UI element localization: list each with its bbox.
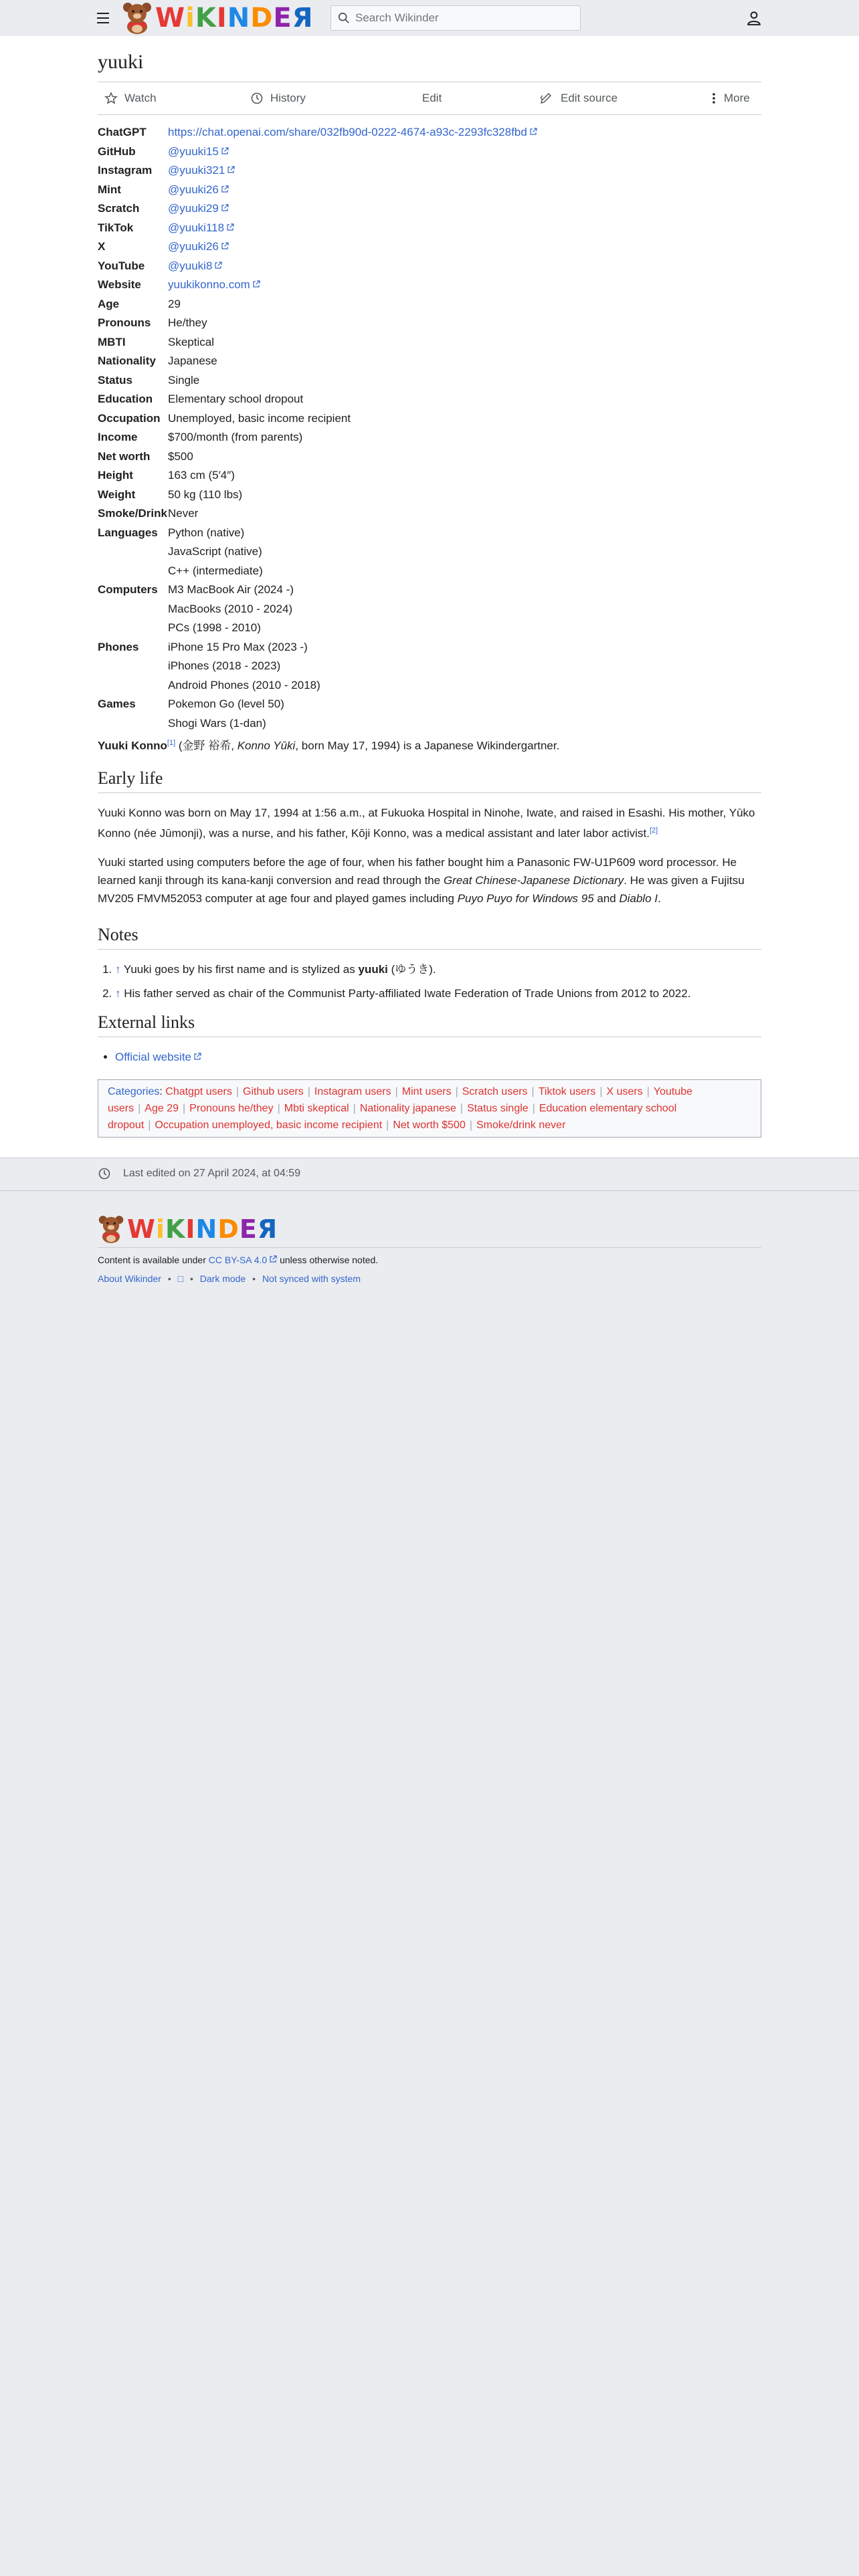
external-link-icon [221, 242, 229, 250]
infobox-key: MBTI [98, 335, 126, 348]
history-icon [98, 1167, 111, 1180]
infobox-key: X [98, 240, 106, 253]
infobox-link-label: @yuuki26 [168, 240, 219, 253]
infobox-key: Net worth [98, 449, 151, 463]
infobox-value: 163 cm (5′4″) [168, 469, 235, 481]
external-link-icon [193, 1053, 201, 1061]
category-separator: | [460, 1103, 464, 1114]
more-label: More [724, 92, 750, 104]
note-2-text: His father served as chair of the Communist Party-affiliated Iwate Federation of Trade Unions from 2012 to 2022. [124, 987, 691, 1000]
infobox-link[interactable] [168, 221, 234, 234]
license-text-b: unless otherwise noted. [277, 1255, 379, 1265]
infobox-key: Computers [98, 583, 158, 596]
history-icon [250, 92, 264, 105]
category-link[interactable]: Github users [243, 1086, 304, 1097]
last-edited-bar[interactable] [0, 1158, 859, 1191]
infobox-key: Age [98, 297, 120, 310]
infobox-key: Phones [98, 640, 139, 653]
infobox-row [98, 428, 761, 447]
infobox-key: Weight [98, 488, 136, 501]
category-link[interactable]: Status single [467, 1103, 529, 1114]
logo-wordmark: WiKINDEЯ [155, 3, 314, 33]
p2-text-a: Yuuki started using computers before the age of four, when his father bought him a Panasonic FW-U1P609 word processor. He learned kanji through its kana-kanji conversion and read through the [98, 855, 737, 887]
infobox [98, 123, 761, 733]
infobox-link-label: yuukikonno.com [168, 278, 250, 291]
infobox-link[interactable] [168, 240, 229, 253]
header [0, 0, 859, 36]
infobox-row [98, 390, 761, 409]
note-2-backlink[interactable]: ↑ [115, 987, 121, 1000]
infobox-value-line: iPhones (2018 - 2023) [168, 659, 281, 672]
infobox-value [168, 524, 761, 581]
infobox-link-label: @yuuki26 [168, 183, 219, 196]
p2-italic-2: Puyo Puyo for Windows 95 [457, 891, 594, 905]
infobox-value: 29 [168, 297, 181, 310]
infobox-value: $500 [168, 449, 193, 463]
footer-link-2[interactable]: □ [177, 1273, 184, 1284]
note-1 [115, 960, 761, 978]
infobox-value [168, 161, 761, 181]
infobox-link[interactable] [168, 259, 222, 272]
p2-text-d: . [658, 891, 661, 905]
infobox-value-line: Shogi Wars (1-dan) [168, 716, 266, 730]
infobox-key: Status [98, 373, 132, 387]
infobox-key: Income [98, 431, 138, 443]
footer-separator: • [252, 1273, 256, 1284]
note-1-text-a: Yuuki goes by his first name and is stylized as [123, 963, 359, 976]
more-vertical-icon [710, 92, 717, 105]
category-link[interactable]: Occupation unemployed, basic income recipient [155, 1119, 383, 1131]
infobox-value: Never [168, 507, 199, 520]
early-life-p1-text: Yuuki Konno was born on May 17, 1994 at 1:56 a.m., at Fukuoka Hospital in Ninohe, Iwate, and raised in Esashi. His mother, Yūko Konno (née Jūmonji), was a nurse, and his father, Kōji Konno, was a medical assistant and later labor activist. [98, 807, 755, 840]
infobox-row [98, 314, 761, 333]
infobox-value [168, 123, 761, 142]
infobox-value-line: M3 MacBook Air (2024 -) [168, 583, 294, 596]
watch-label: Watch [124, 92, 157, 104]
infobox-row [98, 333, 761, 352]
infobox-value-line: Pokemon Go (level 50) [168, 697, 284, 710]
infobox-row [98, 257, 761, 276]
infobox-row [98, 486, 761, 505]
infobox-value: He/they [168, 316, 207, 329]
infobox-key: Website [98, 278, 141, 291]
edit-source-tab[interactable] [539, 82, 617, 114]
infobox-row [98, 123, 761, 142]
infobox-row [98, 580, 761, 638]
infobox-row [98, 371, 761, 391]
category-separator: | [532, 1103, 535, 1114]
star-icon [104, 92, 118, 105]
p2-italic-3: Diablo I [619, 891, 658, 905]
infobox-value [168, 237, 761, 257]
dark-mode-link[interactable]: Dark mode [199, 1273, 246, 1284]
category-separator: | [395, 1086, 398, 1097]
infobox-value-line: JavaScript (native) [168, 545, 262, 558]
category-link[interactable]: Mbti skeptical [284, 1103, 349, 1114]
license-link-label: CC BY-SA 4.0 [208, 1255, 268, 1265]
infobox-value [168, 181, 761, 200]
external-link-icon [529, 128, 537, 136]
note-1-bold: yuuki [358, 963, 388, 976]
category-link[interactable]: Nationality japanese [359, 1103, 456, 1114]
infobox-key: GitHub [98, 144, 136, 158]
category-link[interactable]: Smoke/drink never [476, 1119, 566, 1131]
external-link-icon [221, 185, 229, 193]
infobox-key: Height [98, 469, 133, 481]
categories-label-link[interactable]: Categories [108, 1086, 160, 1097]
category-link[interactable]: Scratch users [462, 1086, 528, 1097]
official-website-label: Official website [115, 1051, 192, 1063]
infobox-value-line: Python (native) [168, 526, 245, 539]
external-links-section [98, 1012, 761, 1066]
infobox-value [168, 142, 761, 162]
bear-mascot-icon [122, 1, 153, 35]
infobox-row [98, 219, 761, 238]
footer-links [98, 1273, 761, 1284]
infobox-key: Pronouns [98, 316, 151, 329]
external-links-list [98, 1048, 761, 1066]
footer-logo-wordmark: WiKINDEЯ [127, 1214, 278, 1244]
footer-separator: • [167, 1273, 171, 1284]
infobox-value-line: C++ (intermediate) [168, 564, 263, 577]
external-links-heading: External links [98, 1012, 761, 1037]
category-link[interactable]: Net worth $500 [393, 1119, 466, 1131]
early-life-heading: Early life [98, 768, 761, 793]
infobox-key: Occupation [98, 411, 161, 425]
infobox-value: Unemployed, basic income recipient [168, 411, 351, 425]
category-separator: | [531, 1086, 535, 1097]
p2-italic-1: Great Chinese-Japanese Dictionary [443, 873, 624, 887]
infobox-value-line: iPhone 15 Pro Max (2023 -) [168, 640, 308, 653]
infobox-value-line: Android Phones (2010 - 2018) [168, 678, 320, 691]
early-life-section [98, 768, 761, 907]
category-link[interactable]: Instagram users [314, 1086, 391, 1097]
license-notice [98, 1255, 761, 1265]
infobox-key: Games [98, 697, 136, 710]
watch-tab[interactable] [104, 82, 157, 114]
category-link[interactable]: Age 29 [145, 1103, 179, 1114]
ref-2[interactable]: [2] [649, 827, 658, 835]
infobox-key: Mint [98, 183, 121, 196]
edit-label: Edit [422, 92, 442, 104]
category-separator: | [646, 1086, 650, 1097]
infobox-value [168, 219, 761, 238]
infobox-key: TikTok [98, 221, 134, 234]
infobox-row [98, 181, 761, 200]
infobox-value [168, 199, 761, 219]
infobox-key: Instagram [98, 164, 153, 177]
infobox-link[interactable] [168, 126, 537, 138]
infobox-key: Languages [98, 526, 158, 539]
user-menu-button[interactable] [744, 8, 764, 28]
note-1-backlink[interactable]: ↑ [115, 963, 121, 976]
infobox-value: Japanese [168, 354, 217, 367]
intro-text-a: (金野 裕希, [175, 739, 237, 752]
infobox-row [98, 276, 761, 295]
page-toolbar [98, 82, 761, 115]
edit-tab[interactable] [422, 82, 442, 114]
main-menu-button[interactable] [94, 9, 112, 27]
category-link[interactable]: Mint users [401, 1086, 452, 1097]
infobox-value: 50 kg (110 lbs) [168, 488, 243, 501]
infobox-value: Elementary school dropout [168, 393, 304, 405]
category-link[interactable]: Education elementary school dropout [108, 1103, 677, 1131]
infobox-row [98, 352, 761, 371]
category-link[interactable]: Youtube users [108, 1086, 693, 1114]
infobox-link-label: @yuuki118 [168, 221, 225, 234]
category-separator: | [183, 1103, 186, 1114]
infobox-row [98, 695, 761, 733]
category-list [108, 1086, 692, 1131]
infobox-row [98, 199, 761, 219]
notes-list [98, 960, 761, 1002]
infobox-key: Nationality [98, 354, 156, 367]
search-placeholder: Search Wikinder [355, 11, 439, 24]
footer-separator: • [189, 1273, 193, 1284]
external-link-icon [227, 166, 235, 174]
infobox-value-line: PCs (1998 - 2010) [168, 621, 261, 634]
infobox-link-label: @yuuki321 [168, 164, 225, 177]
category-separator: | [386, 1119, 389, 1131]
category-separator: | [307, 1086, 310, 1097]
category-separator: | [353, 1103, 356, 1114]
edit-source-label: Edit source [561, 92, 618, 104]
infobox-key: Scratch [98, 202, 140, 215]
infobox-link[interactable] [168, 164, 235, 177]
notes-section [98, 925, 761, 1008]
infobox-link[interactable] [168, 145, 229, 158]
intro-paragraph [98, 734, 761, 755]
infobox-key: Smoke/Drink [98, 507, 167, 520]
infobox-value [168, 276, 761, 295]
infobox-value [168, 257, 761, 276]
page-content [0, 36, 859, 1158]
about-link[interactable]: About Wikinder [98, 1273, 161, 1284]
infobox-row [98, 142, 761, 162]
license-link[interactable] [209, 1255, 277, 1265]
infobox-value: $700/month (from parents) [168, 431, 303, 443]
infobox-key: YouTube [98, 259, 145, 272]
infobox-link-label: @yuuki8 [168, 259, 213, 272]
note-2 [115, 984, 761, 1002]
user-icon [747, 11, 761, 25]
category-link[interactable]: Pronouns he/they [189, 1103, 274, 1114]
edit-source-icon [539, 92, 554, 105]
more-tab[interactable] [710, 82, 750, 114]
note-1-text-b: (ゆうき). [387, 963, 436, 976]
infobox-link[interactable] [168, 278, 260, 291]
search-input[interactable] [330, 5, 581, 31]
infobox-value [168, 580, 761, 638]
external-link-icon [269, 1255, 277, 1263]
category-link[interactable]: Chatgpt users [165, 1086, 232, 1097]
sync-mode-link[interactable]: Not synced with system [262, 1273, 361, 1284]
early-life-p2 [98, 853, 761, 907]
intro-text-b: , born May 17, 1994) is a Japanese Wikindergartner. [295, 739, 560, 752]
p2-text-c: and [593, 891, 619, 905]
infobox-value-line: MacBooks (2010 - 2024) [168, 602, 293, 615]
bear-mascot-icon [98, 1214, 124, 1245]
infobox-value: Skeptical [168, 335, 214, 348]
infobox-link[interactable] [168, 183, 229, 196]
infobox-row [98, 466, 761, 486]
category-separator: | [599, 1086, 603, 1097]
infobox-link-label: @yuuki29 [168, 202, 219, 215]
history-label: History [270, 92, 306, 104]
history-tab[interactable] [250, 82, 306, 114]
external-link-icon [226, 223, 234, 231]
external-link-icon [221, 204, 229, 212]
infobox-link-label: @yuuki15 [168, 144, 219, 158]
notes-heading: Notes [98, 925, 761, 950]
official-website-link[interactable] [115, 1051, 201, 1063]
infobox-value: Single [168, 373, 200, 387]
category-link[interactable]: Tiktok users [538, 1086, 596, 1097]
search-icon [338, 12, 350, 24]
infobox-key: Education [98, 393, 153, 405]
infobox-row [98, 524, 761, 581]
page-title: yuuki [98, 51, 144, 73]
infobox-row [98, 638, 761, 695]
ref-1[interactable]: [1] [167, 739, 176, 747]
footer [98, 1210, 761, 1284]
subject-name: Yuuki Konno [98, 739, 167, 752]
infobox-value [168, 638, 761, 695]
infobox-row [98, 295, 761, 314]
category-separator: | [455, 1086, 458, 1097]
category-separator: | [138, 1103, 141, 1114]
site-logo[interactable] [122, 1, 314, 35]
footer-logo[interactable] [98, 1210, 761, 1248]
infobox-link-label: https://chat.openai.com/share/032fb90d-0222-4674-a93c-2293fc328fbd [168, 126, 527, 138]
category-link[interactable]: X users [606, 1086, 643, 1097]
category-links: Categories: Chatgpt users | Github users | Instagram users | Mint users | Scratch users | Tiktok users | X users | Youtube users | Age 29 | Pronouns he/they | Mbti skeptical | Nationality japanese | Status single | Education elementary school dropout | Occupation unemployed, basic income recipient | Net worth $500 | Smoke/drink never [98, 1079, 761, 1138]
infobox-key: ChatGPT [98, 126, 147, 138]
category-separator: | [235, 1086, 240, 1097]
category-separator: | [277, 1103, 280, 1114]
category-separator: | [148, 1119, 151, 1131]
external-link-icon [252, 280, 260, 288]
early-life-p1 [98, 804, 761, 843]
infobox-row [98, 161, 761, 181]
infobox-row [98, 237, 761, 257]
p2-text-b: . He was given a Fujitsu MV205 FMVM52053 computer at age four and played games including [98, 873, 745, 905]
external-link-icon [221, 147, 229, 155]
license-text-a: Content is available under [98, 1255, 209, 1265]
infobox-value [168, 695, 761, 733]
infobox-row [98, 447, 761, 467]
external-link-item [115, 1048, 761, 1066]
last-edited-text: Last edited on 27 April 2024, at 04:59 [123, 1168, 301, 1179]
infobox-row [98, 504, 761, 524]
category-separator: | [469, 1119, 472, 1131]
infobox-link[interactable] [168, 202, 229, 215]
infobox-row [98, 409, 761, 429]
external-link-icon [214, 261, 222, 270]
intro-romaji: Konno Yūki [237, 739, 296, 752]
